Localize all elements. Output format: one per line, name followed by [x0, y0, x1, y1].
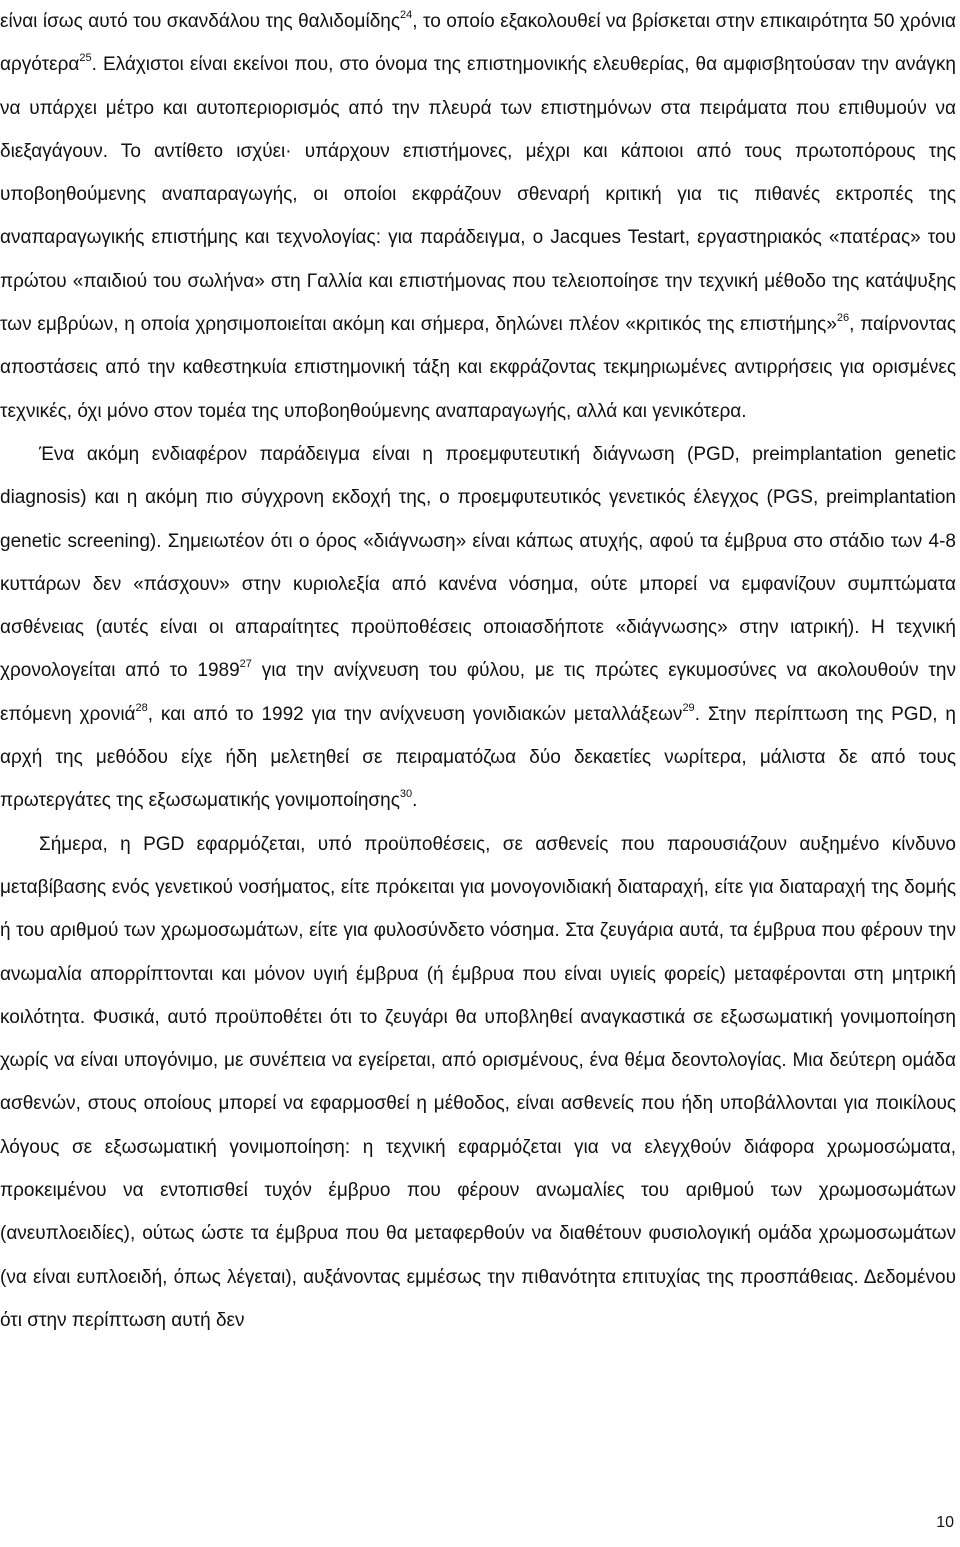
paragraph-text: Ένα ακόμη ενδιαφέρον παράδειγμα είναι η προεμφυτευτική διάγνωση (PGD, preimplantation genetic diagnosis) και η ακόμη πιο σύγχρονη εκδοχή της, ο προεμφυτευτικός γενετικός έλεγχος (PGS, preimplantation genetic screening). Σημειωτέον ότι ο όρος «διάγνωση» είναι κάπως ατυχής, αφού τα έμβρυα στο στάδιο των 4-8 κυττάρων δεν «πάσχουν» στην κυριολεξία από κανένα νόσημα, ούτε μπορεί να εμφανίζουν συμπτώματα ασθένειας (αυτές είναι οι απαραίτητες προϋποθέσεις οποιασδήποτε «διάγνωσης» στην ιατρική). Η τεχνική χρονολογείται από το 1989 — [0, 443, 956, 682]
footnote-marker[interactable]: 27 — [239, 658, 252, 671]
paragraph-text: , παίρνοντας αποστάσεις από την καθεστηκυία επιστημονική τάξη και εκφράζοντας τεκμηριωμένες αντιρρήσεις για ορισμένες τεχνικές, όχι μόνο στον τομέα της υποβοηθούμενης αναπαραγωγής, αλλά και γενικότερα. — [0, 314, 956, 422]
paragraph-text: Σήμερα, η PGD εφαρμόζεται, υπό προϋποθέσεις, σε ασθενείς που παρουσιάζουν αυξημένο κίνδυνο μεταβίβασης ενός γενετικού νοσήματος, είτε πρόκειται για μονογονιδιακή διαταραχή, είτε για διαταραχή της δομής ή του αριθμού των χρωμοσωμάτων, είτε για φυλοσύνδετο νόσημα. Στα ζευγάρια αυτά, τα έμβρυα που φέρουν την ανωμαλία απορρίπτονται και μόνον υγιή έμβρυα (ή έμβρυα που είναι υγιείς φορείς) μεταφέρονται στη μητρική κοιλότητα. Φυσικά, αυτό προϋποθέτει ότι το ζευγάρι θα υποβληθεί αναγκαστικά σε εξωσωματική γονιμοποίηση χωρίς να είναι υπογόνιμο, με συνέπεια να εγείρεται, από ορισμένους, ένα θέμα δεοντολογίας. Μια δεύτερη ομάδα ασθενών, στους οποίους μπορεί να εφαρμοσθεί η μέθοδος, είναι ασθενείς που ήδη υποβάλλονται για ποικίλους λόγους σε εξωσωματική γονιμοποίηση: η τεχνική εφαρμόζεται για να ελεγχθούν διάφορα χρωμοσώματα, προκειμένου να εντοπισθεί τυχόν έμβρυο που φέρουν ανωμαλίες του αριθμού των χρωμοσωμάτων (ανευπλοειδίες), ούτως ώστε τα έμβρυα που θα μεταφερθούν να διαθέτουν φυσιολογική ομάδα χρωμοσωμάτων (να είναι ευπλοειδή, όπως λέγεται), αυξάνοντας εμμέσως την πιθανότητα επιτυχίας της προσπάθειας. Δεδομένου ότι στην περίπτωση αυτή δεν — [0, 833, 956, 1331]
paragraph — [0, 823, 956, 1343]
footnote-marker[interactable]: 25 — [79, 52, 92, 65]
paragraph — [0, 0, 956, 433]
footnote-marker[interactable]: 24 — [400, 9, 413, 21]
paragraph-text: για την ανίχνευση του φύλου, με τις πρώτες εγκυμοσύνες να ακολουθούν την επόμενη χρονιά — [0, 660, 956, 725]
paragraph-text: . Ελάχιστοι είναι εκείνοι που, στο όνομα της επιστημονικής ελευθερίας, θα αμφισβητούσαν την ανάγκη να υπάρχει μέτρο και αυτοπεριορισμός από την πλευρά των επιστημόνων στα πειράματα που επιθυμούν να διεξαγάγουν. Το αντίθετο ισχύει· υπάρχουν επιστήμονες, μέχρι και κάποιοι από τους πρωτοπόρους της υποβοηθούμενης αναπαραγωγής, οι οποίοι εκφράζουν σθεναρή κριτική για τις πιθανές εκτροπές της αναπαραγωγικής επιστήμης και τεχνολογίας: για παράδειγμα, ο Jacques Testart, εργαστηριακός «πατέρας» του πρώτου «παιδιού του σωλήνα» στη Γαλλία και επιστήμονας που τελειοποίησε την τεχνική μέθοδο της κατάψυξης των εμβρύων, η οποία χρησιμοποιείται ακόμη και σήμερα, δηλώνει πλέον «κριτικός της επιστήμης» — [0, 54, 956, 336]
paragraph-text: . — [412, 790, 418, 812]
paragraph-text: , και από το 1992 για την ανίχνευση γονιδιακών μεταλλάξεων — [147, 703, 683, 725]
footnote-marker[interactable]: 29 — [682, 701, 695, 714]
paragraph — [0, 433, 956, 823]
page-number: 10 — [936, 1514, 954, 1531]
paragraph-text: , το οποίο εξακολουθεί να βρίσκεται στην επικαιρότητα 50 χρόνια αργότερα — [0, 11, 956, 76]
paragraph-text: είναι ίσως αυτό του σκανδάλου της θαλιδομίδης — [0, 11, 401, 32]
footnote-marker[interactable]: 26 — [836, 312, 850, 325]
footnote-marker[interactable]: 30 — [399, 788, 413, 801]
paragraph-text: . Στην περίπτωση της PGD, η αρχή της μεθόδου είχε ήδη μελετηθεί σε πειραματόζωα δύο δεκαετίες νωρίτερα, μάλιστα δε από τους πρωτεργάτες της εξωσωματικής γονιμοποίησης — [0, 703, 956, 812]
footnote-marker[interactable]: 28 — [135, 701, 148, 714]
